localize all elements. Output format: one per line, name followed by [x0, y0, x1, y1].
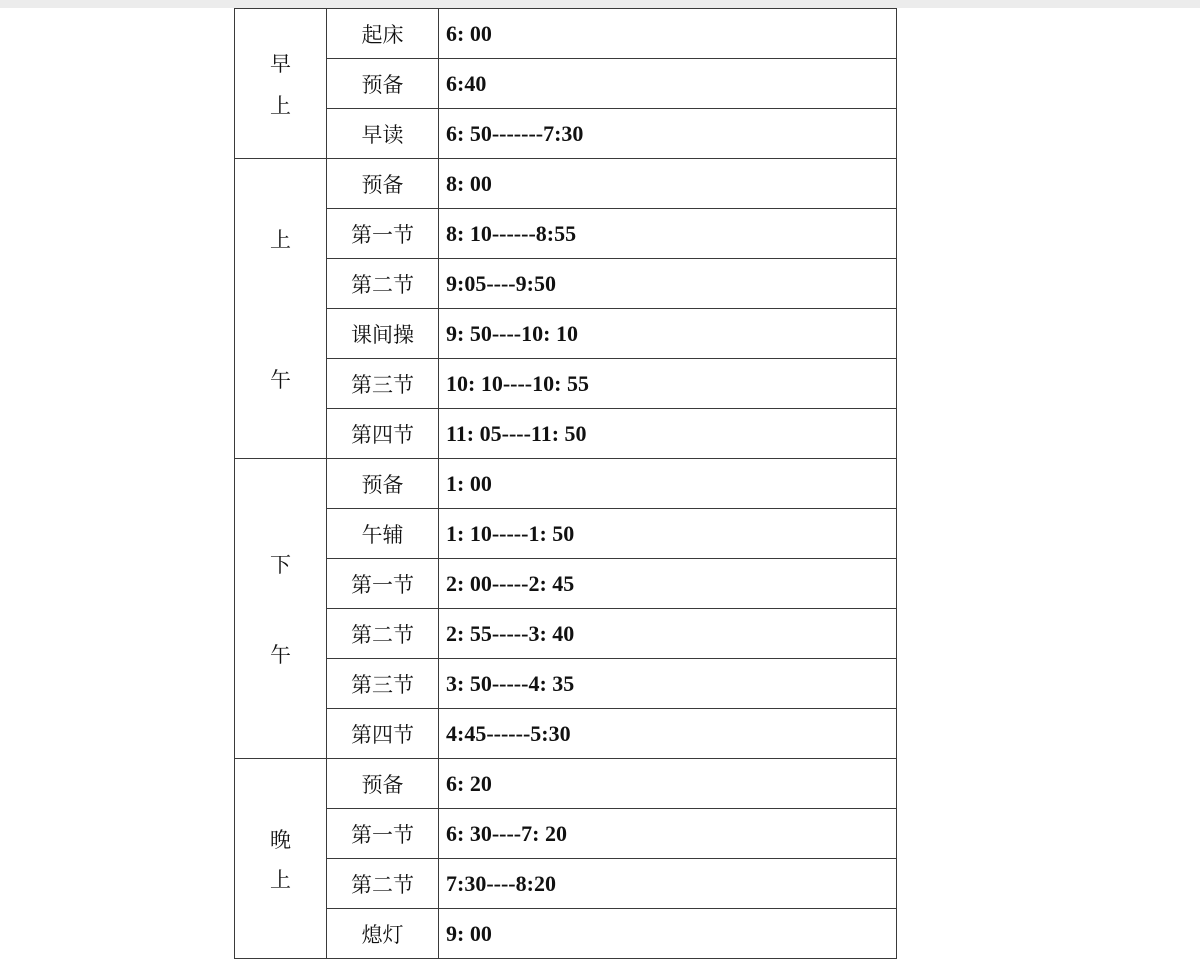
time-cell: 1: 00 [439, 459, 897, 509]
item-cell: 第三节 [327, 359, 439, 409]
item-cell: 第一节 [327, 209, 439, 259]
period-char: 上 [270, 867, 291, 892]
period-cell-evening [235, 759, 327, 959]
item-cell: 课间操 [327, 309, 439, 359]
item-cell: 第四节 [327, 709, 439, 759]
item-cell: 熄灯 [327, 909, 439, 959]
table-row [235, 309, 897, 359]
item-cell: 预备 [327, 459, 439, 509]
time-cell: 2: 00-----2: 45 [439, 559, 897, 609]
time-cell: 6: 50-------7:30 [439, 109, 897, 159]
table-row [235, 459, 897, 509]
table-row [235, 809, 897, 859]
time-cell: 10: 10----10: 55 [439, 359, 897, 409]
table-row [235, 259, 897, 309]
table-row [235, 559, 897, 609]
item-cell: 预备 [327, 759, 439, 809]
time-cell: 11: 05----11: 50 [439, 409, 897, 459]
item-cell: 第二节 [327, 259, 439, 309]
table-row [235, 659, 897, 709]
period-cell-forenoon [235, 159, 327, 459]
period-char: 晚 [270, 827, 291, 852]
table-row [235, 509, 897, 559]
table-row [235, 909, 897, 959]
item-cell: 第四节 [327, 409, 439, 459]
time-cell: 9: 00 [439, 909, 897, 959]
table-row [235, 159, 897, 209]
table-row [235, 359, 897, 409]
top-strip [0, 0, 1200, 8]
period-cell-afternoon [235, 459, 327, 759]
time-cell: 3: 50-----4: 35 [439, 659, 897, 709]
item-cell: 起床 [327, 9, 439, 59]
time-cell: 6: 00 [439, 9, 897, 59]
time-cell: 8: 10------8:55 [439, 209, 897, 259]
item-cell: 早读 [327, 109, 439, 159]
period-char: 下 [270, 552, 291, 577]
table-row [235, 759, 897, 809]
table-row [235, 9, 897, 59]
period-char: 午 [270, 367, 291, 392]
period-cell-morning [235, 9, 327, 159]
table-row [235, 609, 897, 659]
table-row [235, 59, 897, 109]
item-cell: 第三节 [327, 659, 439, 709]
time-cell: 9: 50----10: 10 [439, 309, 897, 359]
table-row [235, 409, 897, 459]
time-cell: 6:40 [439, 59, 897, 109]
table-row [235, 709, 897, 759]
time-cell: 4:45------5:30 [439, 709, 897, 759]
table-row [235, 209, 897, 259]
time-cell: 6: 30----7: 20 [439, 809, 897, 859]
time-cell: 7:30----8:20 [439, 859, 897, 909]
item-cell: 第二节 [327, 609, 439, 659]
item-cell: 第一节 [327, 559, 439, 609]
period-char: 早 [270, 51, 291, 76]
table-row [235, 859, 897, 909]
item-cell: 午辅 [327, 509, 439, 559]
time-cell: 2: 55-----3: 40 [439, 609, 897, 659]
schedule-table [234, 8, 897, 959]
time-cell: 8: 00 [439, 159, 897, 209]
period-char: 午 [270, 642, 291, 667]
item-cell: 第二节 [327, 859, 439, 909]
time-cell: 1: 10-----1: 50 [439, 509, 897, 559]
item-cell: 第一节 [327, 809, 439, 859]
period-char: 上 [270, 227, 291, 252]
item-cell: 预备 [327, 159, 439, 209]
period-char: 上 [270, 93, 291, 118]
table-row [235, 109, 897, 159]
item-cell: 预备 [327, 59, 439, 109]
time-cell: 6: 20 [439, 759, 897, 809]
time-cell: 9:05----9:50 [439, 259, 897, 309]
